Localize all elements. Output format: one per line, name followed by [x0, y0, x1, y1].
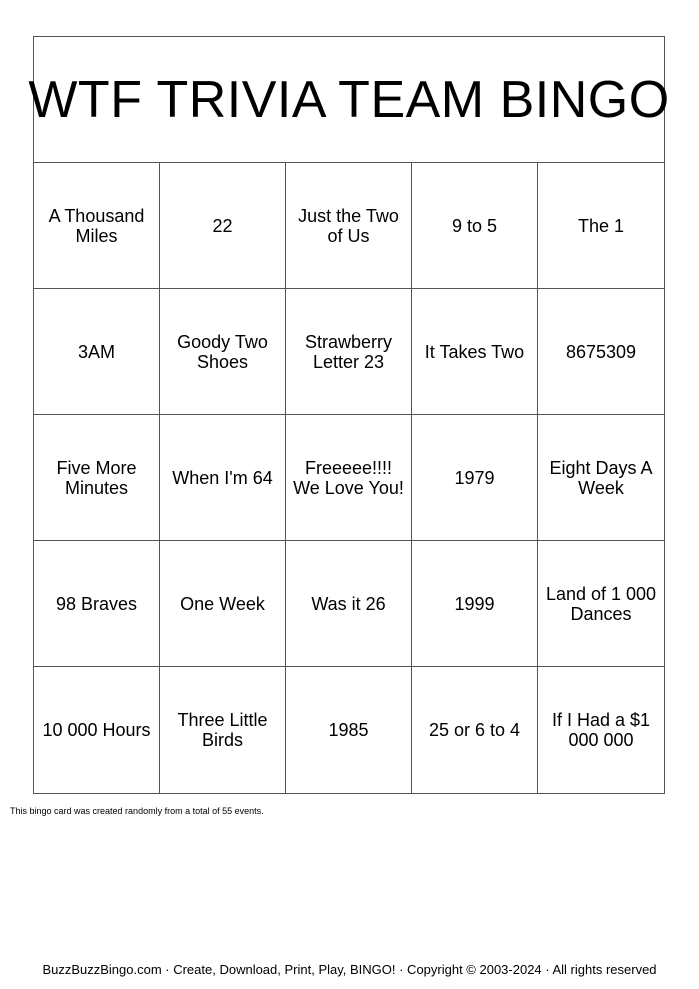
- bingo-cell: 8675309: [538, 289, 664, 415]
- bingo-cell: Freeeee!!!! We Love You!: [286, 415, 412, 541]
- bingo-cell: 98 Braves: [34, 541, 160, 667]
- bingo-cell: A Thousand Miles: [34, 163, 160, 289]
- bingo-cell: It Takes Two: [412, 289, 538, 415]
- card-header: [28, 37, 670, 163]
- bingo-cell: 1979: [412, 415, 538, 541]
- bingo-cell: 3AM: [34, 289, 160, 415]
- bingo-cell: 10 000 Hours: [34, 667, 160, 793]
- bingo-cell: 22: [160, 163, 286, 289]
- bingo-cell: If I Had a $1 000 000: [551, 710, 651, 750]
- footer-copyright: BuzzBuzzBingo.com · Create, Download, Print, Play, BINGO! · Copyright © 2003-2024 · All rights reserved: [42, 962, 657, 977]
- bingo-card: [28, 36, 670, 794]
- bingo-cell: Five More Minutes: [34, 415, 160, 541]
- bingo-cell: Land of 1 000 Dances: [538, 541, 664, 667]
- bingo-cell: Just the Two of Us: [286, 163, 412, 289]
- bingo-cell: 9 to 5: [412, 163, 538, 289]
- bingo-cell: The 1: [538, 163, 664, 289]
- bingo-cell: 1985: [286, 667, 412, 793]
- bingo-cell: When I'm 64: [160, 415, 286, 541]
- bingo-grid: [34, 163, 664, 793]
- bingo-cell: One Week: [160, 541, 286, 667]
- bingo-cell: 25 or 6 to 4: [412, 667, 538, 793]
- bingo-cell: Three Little Birds: [160, 667, 286, 793]
- card-title: WTF TRIVIA TEAM BINGO: [28, 70, 670, 129]
- bingo-cell: Was it 26: [286, 541, 412, 667]
- bingo-cell: Strawberry Letter 23: [286, 289, 412, 415]
- bingo-cell: Eight Days A Week: [538, 415, 664, 541]
- bingo-cell: 1999: [412, 541, 538, 667]
- bingo-cell: Goody Two Shoes: [160, 289, 286, 415]
- generation-note: This bingo card was created randomly from a total of 55 events.: [10, 806, 264, 816]
